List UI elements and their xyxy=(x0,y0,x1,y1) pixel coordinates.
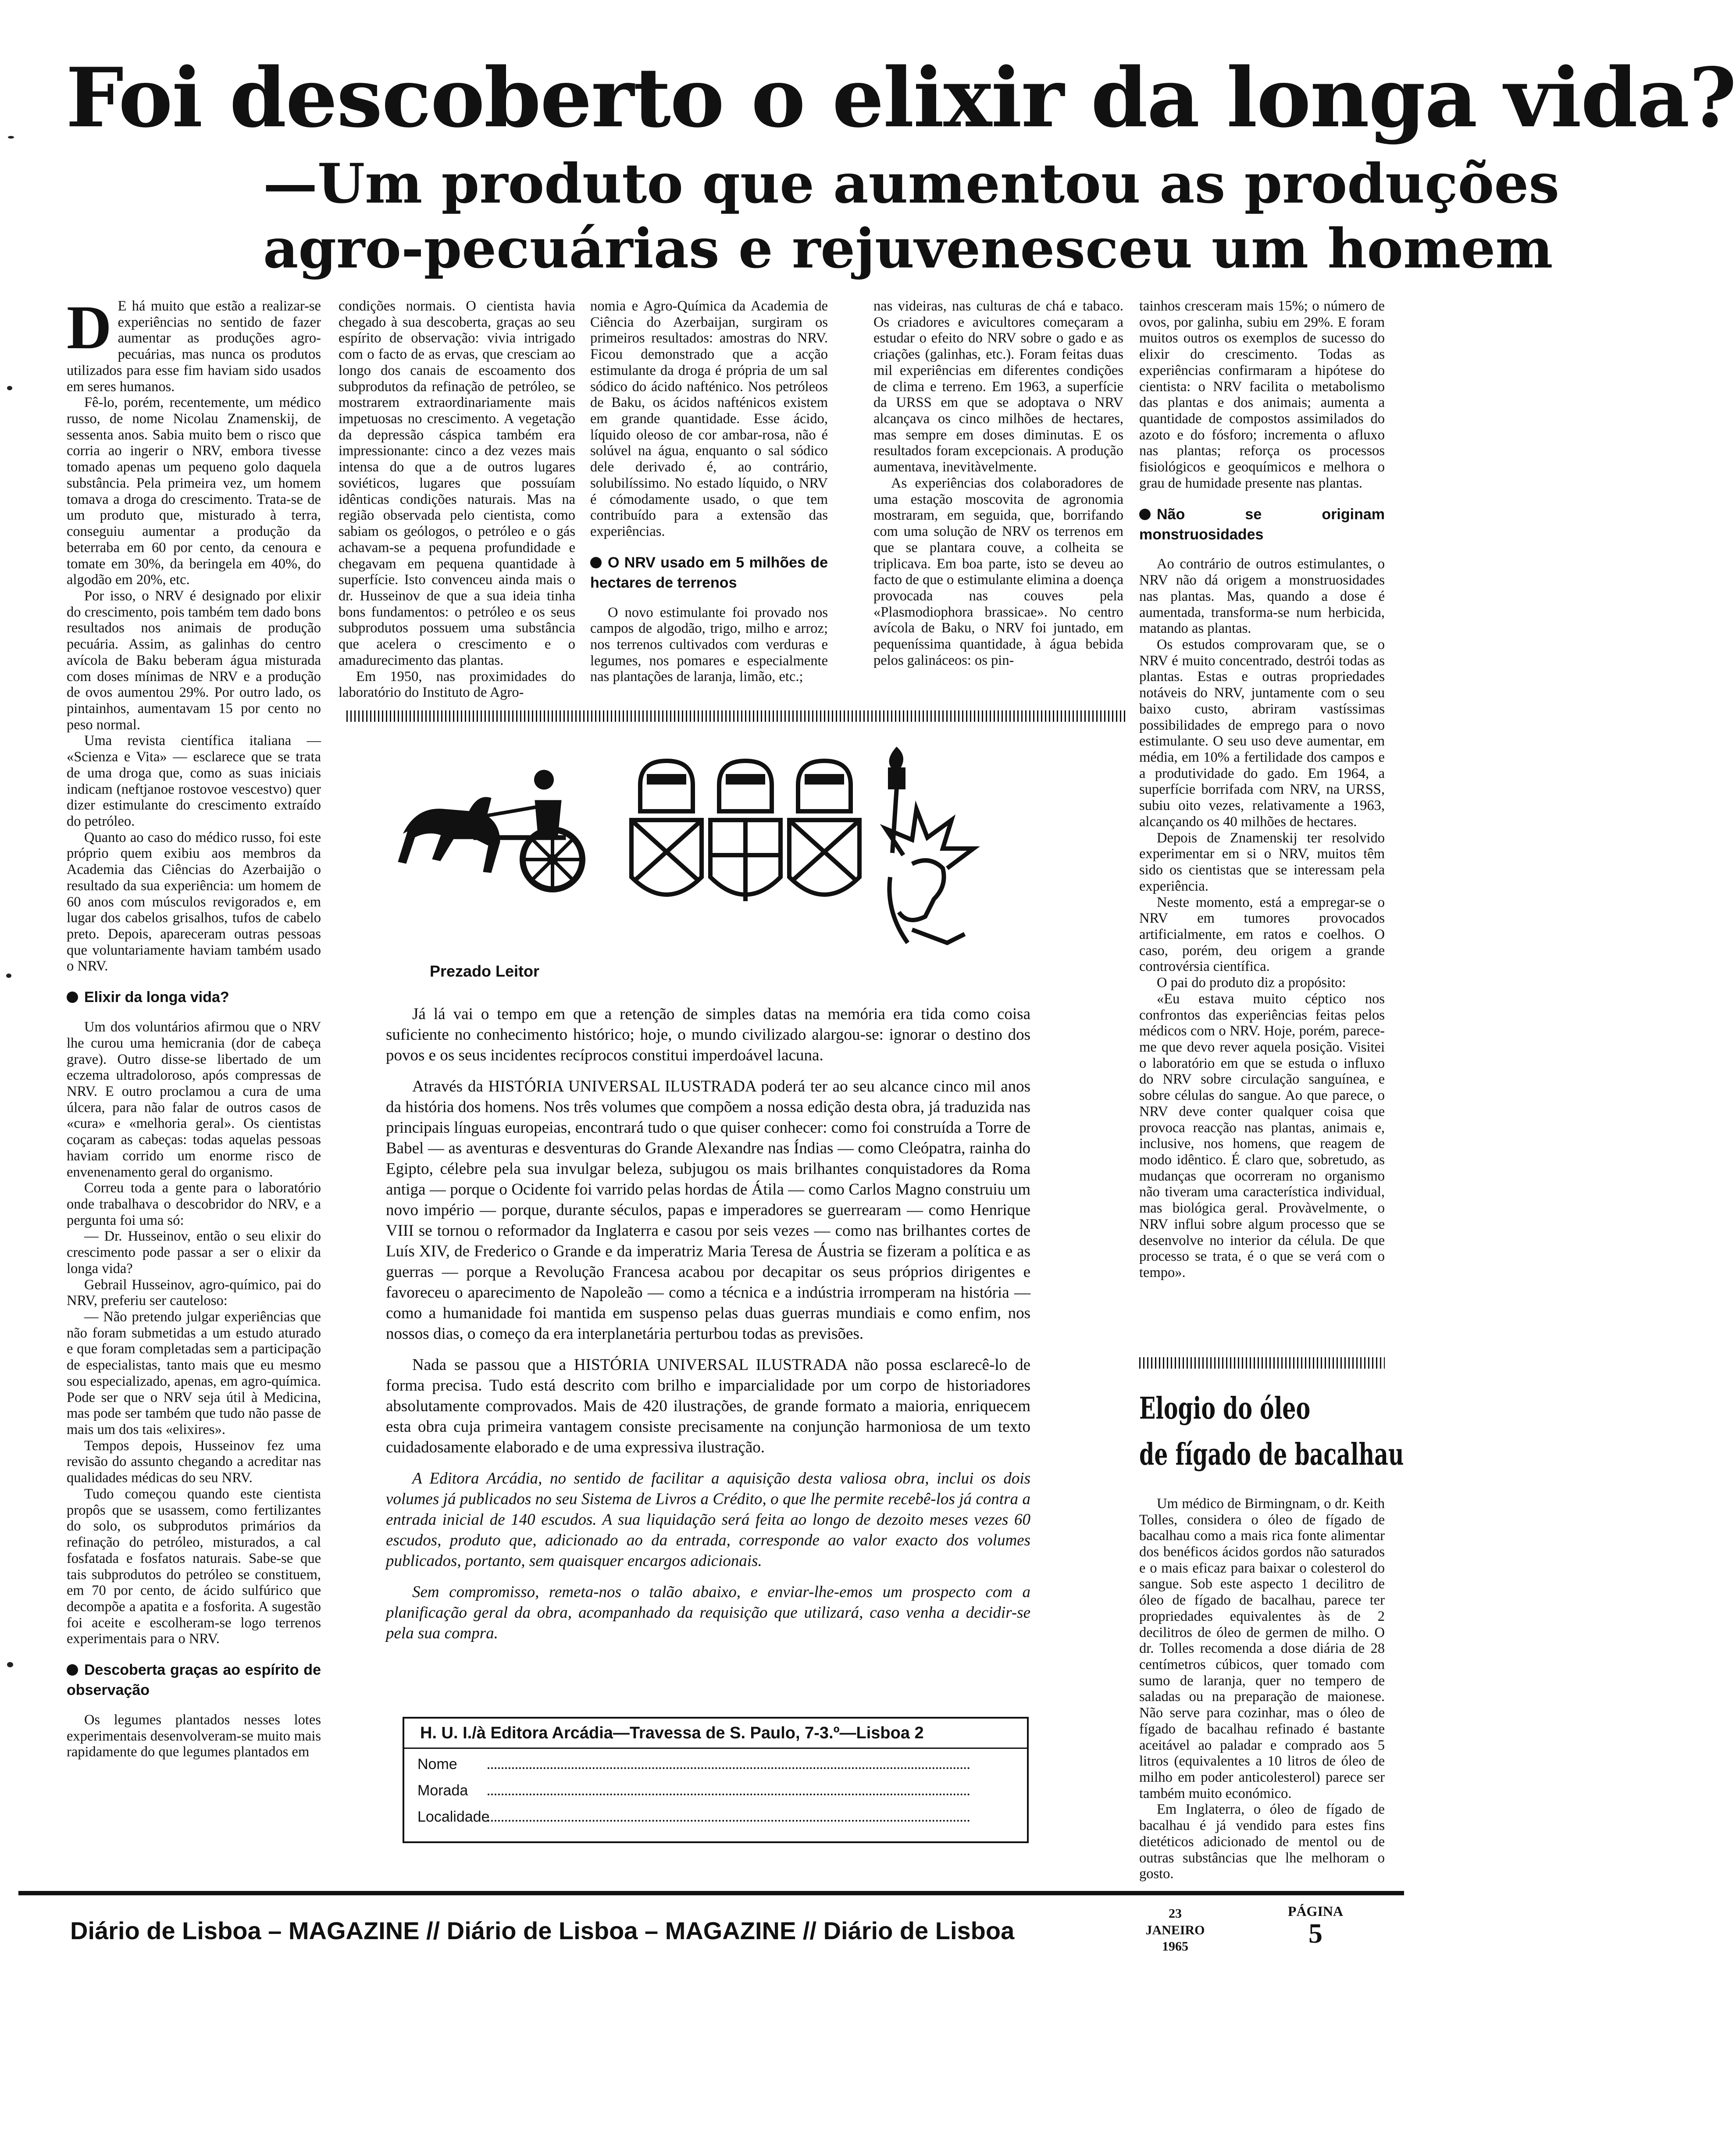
name-field[interactable] xyxy=(404,1749,1027,1775)
knights-icon xyxy=(631,761,859,901)
paragraph: nomia e Agro-Química da Academia de Ciência do Azerbaijan, surgiram os primeiros resultados: amostras do NRV. Ficou demonstrado que a acção estimulante da droga é própria de um sal sódico do ácido nafténico. Nos petróleos de Baku, os ácidos nafténicos existem em grande quantidade. Esse ácido, líquido oleoso de cor ambar-rosa, não é solúvel na água, enquanto o sal sódico dele derivado é, ao contrário, solubilíssimo. No estado líquido, o NRV é cómodamente usado, o que tem contribuído para a extensão das experiências. xyxy=(590,298,828,540)
issue-year: 1965 xyxy=(1162,1939,1188,1954)
bullet-icon xyxy=(67,1664,78,1676)
paragraph: Gebrail Husseinov, agro-químico, pai do NRV, preferiu ser cauteloso: xyxy=(67,1277,321,1309)
article-column-5 xyxy=(1139,298,1385,1348)
section-subhead: O NRV usado em 5 milhões de hectares de terrenos xyxy=(590,554,828,591)
subheadline-line-2: agro-pecuárias e rejuvenesceu um homem xyxy=(263,217,1553,281)
paragraph: Através da HISTÓRIA UNIVERSAL ILUSTRADA poderá ter ao seu alcance cinco mil anos da história dos homens. Nos três volumes que compõem a nossa edição desta obra, já traduzida nas principais línguas europeias, encontrará tudo o que quiser conhecer: como foi construída a Torre de Babel — as aventuras e desventuras do Grande Alexandre nas Índias — como Cleópatra, rainha do Egipto, célebre pela sua invulgar beleza, subjugou os mais brilhantes conquistadores da Roma antiga — porque o Ocidente foi varrido pelas hordas de Átila — como Carlos Magno construiu um novo império — porque, durante séculos, papas e imperadores se guerrearam — como Henrique VIII se tornou o reformador da Inglaterra e casou por seis vezes — como nas brilhantes cortes de Luís XIV, de Frederico o Grande e da imperatriz Maria Teresa de Áustria se fizeram a política e as guerras — porque a Revolução Francesa acabou por decapitar os seus próprios dirigentes e favoreceu o aparecimento de Napoleão — como a técnica e a indústria irromperam na história — como a humanidade foi mantida em suspenso pelas duas guerras mundiais e como enfim, nos nossos dias, o começo da era interplanetária perturbou todas as previsões. xyxy=(386,1077,1030,1343)
article-column-1 xyxy=(67,292,321,1881)
bullet-icon xyxy=(1139,509,1151,520)
ad-illustration xyxy=(386,745,991,956)
paragraph: Quanto ao caso do médico russo, foi este próprio quem exibiu aos membros da Academia das Ciências do Azerbaijão o resultado da sua experiência: um homem de 60 anos com músculos revigorados e, em lugar dos cabelos grisalhos, tufos de cabelo preto. Depois, apareceram outras pessoas que voluntariamente haviam também usado o NRV. xyxy=(67,829,321,974)
ad-salutation: Prezado Leitor xyxy=(430,962,540,980)
hatched-divider xyxy=(1139,1357,1385,1369)
paragraph: Correu toda a gente para o laboratório onde trabalhava o descobridor do NRV, e a pergunta foi uma só: xyxy=(67,1180,321,1228)
paragraph: Nada se passou que a HISTÓRIA UNIVERSAL ILUSTRADA não possa esclarecê-lo de forma precisa. Tudo está descrito com brilho e imparcialidade por um corpo de historiadores absolutamente comprovados. Mais de 420 ilustrações, de grande formato a maioria, enriquecem esta obra cuja primeira vantagem consiste precisamente na conjunção harmoniosa de um texto cuidadosamente elaborado e de uma expressiva ilustração. xyxy=(386,1355,1030,1456)
section-subhead: Elixir da longa vida? xyxy=(67,988,321,1008)
paragraph: D E há muito que estão a realizar-se experiências no sentido de fazer aumentar as produções agro-pecuárias, mas nunca os produtos utilizados para esse fim haviam sido usados em seres humanos. xyxy=(67,292,321,395)
paragraph: Ao contrário de outros estimulantes, o NRV não dá origem a monstruosidades nas plantas. Mas, quando a dose é aumentada, transforma-se num herbicida, matando as plantas. xyxy=(1139,556,1385,637)
page-label: PÁGINA xyxy=(1287,1903,1344,1919)
issue-month: JANEIRO xyxy=(1145,1923,1205,1937)
bullet-icon xyxy=(590,557,602,568)
paragraph: As experiências dos colaboradores de uma estação moscovita de agronomia mostraram, em seguida, que, borrifando com uma solução de NRV os terrenos em que se plantara couve, a colheita se triplicava. Em boa parte, isto se deveu ao facto de que o estimulante elimina a doença provocada nas couves pela «Plasmodiophora brassicae». No centro avícola de Baku, o NRV foi juntado, em pequeníssima quantidade, à água bebida pelos galináceos: os pin- xyxy=(873,475,1123,668)
print-speck xyxy=(6,974,11,978)
elogio-body xyxy=(1139,1495,1385,1882)
issue-day: 23 xyxy=(1169,1906,1182,1921)
print-speck xyxy=(8,136,14,139)
page-number: 5 xyxy=(1308,1918,1322,1949)
article-column-3 xyxy=(590,298,828,699)
statue-of-liberty-icon xyxy=(886,750,973,943)
locality-line[interactable] xyxy=(488,1820,970,1822)
paragraph: «Eu estava muito céptico nos confrontos das experiências feitas pelos médicos com o NRV. Hoje, porém, parece-me que devo rever aquela posição. Visitei o laboratório em que se estuda o influxo do NRV sobre circulação sanguínea, e sobre células do sangue. Ao que parece, o NRV deve conter qualquer coisa que provoca reacção nas plantas, animais e, inclusive, nos homens, que reagem de modo idêntico. É claro que, sobretudo, as mudanças que ocorreram no organismo não tiveram uma característica individual, mas biológica geral. Provàvelmente, o NRV influi sobre algum processo que se desenvolve no interior da célula. De que processo se trata, é o que se verá com o tempo». xyxy=(1139,991,1385,1281)
paragraph: Os estudos comprovaram que, se o NRV é muito concentrado, destrói todas as plantas. Estas e outras propriedades notáveis do NRV, juntamente com o seu baixo custo, abriram vastíssimas possibilidades de emprego para o novo estimulante. O seu uso deve aumentar, em média, em 10% a fertilidade dos campos e a produtividade do gado. Em 1964, a superfície borrifada com NRV, na URSS, subiu oito vezes, relativamente a 1963, alcançando os 40 milhões de hectares. xyxy=(1139,637,1385,830)
address-line[interactable] xyxy=(488,1794,970,1795)
paragraph: condições normais. O cientista havia chegado à sua descoberta, graças ao seu espírito de observação: vivia intrigado com o facto de as ervas, que cresciam ao longo dos canais de escoamento dos subprodutos da refinação de petróleo, se mostrarem extraordinariamente mais impetuosas no crescimento. A vegetação da depressão cáspica também era impressionante: cinco a dez vezes mais intensa do que a de outros lugares soviéticos, lugares que possuíam idênticas condições naturais. Mas na região observada pelo cientista, como sabiam os geólogos, o petróleo e o gás achavam-se a pequena profundidade e chegavam em pequena quantidade à superfície. Isto convenceu ainda mais o dr. Husseinov de que a sua ideia tinha bons fundamentos: o petróleo e os seus subprodutos possuem uma substância que acelera o crescimento e o amadurecimento das plantas. xyxy=(339,298,575,668)
article-column-2 xyxy=(339,298,575,699)
issue-date xyxy=(1144,1905,1206,1955)
address-field[interactable] xyxy=(404,1775,1027,1801)
paragraph: Depois de Znamenskij ter resolvido experimentar em si o NRV, muitos têm sido os cientistas que se interessam pela experiência. xyxy=(1139,830,1385,894)
paragraph: O pai do produto diz a propósito: xyxy=(1157,975,1346,991)
address-label: Morada xyxy=(417,1782,468,1799)
elogio-title-line-2: de fígado de bacalhau xyxy=(1139,1437,1404,1473)
paragraph: — Não pretendo julgar experiências que não foram submetidas a um estudo aturado e que foram completadas sem a participação de especialistas, tanto mais que eu mesmo sou especializado, apenas, em agro-química. Pode ser que o NRV seja útil à Medicina, mas pode ser também que tudo não passe de mais um dos tais «elixires». xyxy=(67,1309,321,1438)
paragraph: nas videiras, nas culturas de chá e tabaco. Os criadores e avicultores começaram a estudar o efeito do NRV sobre o gado e as criações (galinhas, etc.). Foram feitas duas mil experiências em diferentes condições de clima e terreno. Em 1963, a superfície da URSS em que se adoptava o NRV alcançava os cinco milhões de hectares, mas sempre em doses diminutas. E os resultados foram excepcionais. A produção aumentava, inevitàvelmente. xyxy=(873,298,1123,475)
subheadline-line-1: —Um produto que aumentou as produções xyxy=(263,152,1560,216)
page-indicator xyxy=(1272,1903,1359,1948)
paragraph: Um dos voluntários afirmou que o NRV lhe curou uma hemicrania (dor de cabeça grave). Outro disse-se libertado de um eczema ultradoloroso, após compressas de NRV. E outro proclamou a cura de uma úlcera, para não falar de outros casos de «cura» e «melhoria geral». Os cientistas coçaram as cabeças: todas aquelas pessoas haviam corrido um enorme risco de envenenamento geral do organismo. xyxy=(67,1019,321,1180)
chariot-icon xyxy=(398,770,582,889)
name-line[interactable] xyxy=(488,1767,970,1769)
paragraph: Fê-lo, porém, recentemente, um médico russo, de nome Nicolau Znamenskij, de sessenta anos. Sabia muito bem o risco que corria ao ingerir o NRV, embora tivesse tomado apenas um pequeno golo daquela substância. Pela primeira vez, um homem tomava a droga do crescimento. Trata-se de um produto que, misturado à terra, conseguiu aumentar a produção da beterraba em 60 por cento, da cenoura e tomate em 30%, da beringela em 40%, do algodão em 20%, etc. xyxy=(67,395,321,588)
locality-field[interactable] xyxy=(404,1801,1027,1828)
name-label: Nome xyxy=(417,1756,457,1773)
locality-label: Localidade xyxy=(417,1808,490,1825)
paragraph: Neste momento, está a empregar-se o NRV em tumores provocados artificialmente, em ratos e coelhos. O caso, porém, deu origem a grande controvérsia científica. xyxy=(1139,894,1385,975)
print-speck xyxy=(7,386,12,390)
footer-banner: Diário de Lisboa – MAGAZINE // Diário de Lisboa – MAGAZINE // Diário de Lisboa xyxy=(70,1917,1015,1944)
order-coupon[interactable] xyxy=(403,1717,1029,1843)
drop-cap: D xyxy=(67,292,112,362)
paragraph: — Dr. Husseinov, então o seu elixir do crescimento pode passar a ser o elixir da longa vida? xyxy=(67,1228,321,1277)
elogio-article xyxy=(1139,1386,1404,1882)
footer-rule xyxy=(18,1891,1404,1895)
section-subhead: Não se originam monstruosidades xyxy=(1139,506,1385,543)
coupon-header: H. U. I./à Editora Arcádia—Travessa de S. Paulo, 7-3.º—Lisboa 2 xyxy=(404,1719,1027,1749)
paragraph: Uma revista científica italiana — «Scienza e Vita» — esclarece que se trata de uma droga que, como as suas iniciais indicam (neftjanoe rostovoe vescestvo) quer dizer estimulante do crescimento extraído do petróleo. xyxy=(67,733,321,829)
paragraph: Os legumes plantados nesses lotes experimentais desenvolveram-se muito mais rapidamente do que legumes plantados em xyxy=(67,1712,321,1760)
paragraph: Por isso, o NRV é designado por elixir do crescimento, pois também tem dado bons resultados nos animais de produção pecuária. Assim, as galinhas do centro avícola de Baku beberam água misturada com doses mínimas de NRV e a produção de ovos aumentou 29%. Por outro lado, os pintainhos, aumentavam 15 por cento no peso normal. xyxy=(67,588,321,733)
paragraph: Sem compromisso, remeta-nos o talão abaixo, e enviar-lhe-emos um prospecto com a planificação geral da obra, acompanhado da requisição que utilizará, caso venha a decidir-se pela sua compra. xyxy=(386,1583,1030,1642)
paragraph: Tempos depois, Husseinov fez uma revisão do assunto chegando a acreditar nas qualidades médicas do seu NRV. xyxy=(67,1437,321,1486)
print-speck xyxy=(7,1662,13,1667)
section-subhead: Descoberta graças ao espírito de observação xyxy=(67,1662,321,1698)
hatched-divider xyxy=(346,710,1127,722)
paragraph: Já lá vai o tempo em que a retenção de simples datas na memória era tida como coisa suficiente no conhecimento histórico; hoje, o mundo civilizado alargou-se: ignorar o destino dos povos e os seus incidentes recíprocos constitui imperdoável lacuna. xyxy=(386,1005,1030,1064)
article-column-4 xyxy=(873,298,1123,699)
paragraph: O novo estimulante foi provado nos campos de algodão, trigo, milho e arroz; nos terrenos cultivados com verduras e legumes, nos pomares e especialmente nas plantações de laranja, limão, etc.; xyxy=(590,604,828,685)
paragraph: Tudo começou quando este cientista propôs que se usassem, como fertilizantes do solo, os subprodutos primários da refinação do petróleo, misturados, a cal fosfatada e fosfatos naturais. Sabe-se que tais subprodutos do petróleo se constituem, em 70 por cento, de ácido sulfúrico que decompõe a apatita e a fosforita. A sugestão foi aceite e escolheram-se logo terrenos experimentais para o NRV. xyxy=(67,1486,321,1647)
paragraph: Em Inglaterra, o óleo de fígado de bacalhau é já vendido para estes fins dietéticos adicionado de mentol ou de outras substâncias que lhe melhoram o gosto. xyxy=(1139,1801,1385,1882)
paragraph: A Editora Arcádia, no sentido de facilitar a aquisição desta valiosa obra, inclui os dois volumes já publicados no seu Sistema de Livros a Crédito, o que lhe permite recebê-los já contra a entrada inicial de 140 escudos. A sua liquidação será feita ao longo de dezoito meses vezes 60 escudos, produto que, adicionado ao da entrada, corresponde ao valor exacto dos volumes publicados, portanto, sem quaisquer encargos adicionais. xyxy=(386,1469,1030,1570)
bullet-icon xyxy=(67,992,78,1003)
paragraph: Um médico de Birmingnam, o dr. Keith Tolles, considera o óleo de fígado de bacalhau como a mais rica fonte alimentar dos benéficos ácidos gordos não saturados e o mais eficaz para baixar o colesterol do sangue. Sob este aspecto 1 decilitro de óleo de fígado de bacalhau, parece ter propriedades equivalentes às de 2 decilitros de óleo de germen de milho. O dr. Tolles recomenda a dose diária de 28 centímetros cúbicos, quer tomado com sumo de laranja, quer no tempero de saladas ou na preparação de maionese. Não serve para cozinhar, mas o óleo de fígado de bacalhau refinado é bastante aceitável ao paladar e comprado aos 5 litros (equivalentes a 10 litros de óleo de milho em poder anticolesterol) parece ser também muito económico. xyxy=(1139,1495,1385,1801)
elogio-title-line-1: Elogio do óleo xyxy=(1139,1391,1311,1426)
headline: Foi descoberto o elixir da longa vida? xyxy=(66,50,1736,146)
paragraph: Em 1950, nas proximidades do laboratório do Instituto de Agro- xyxy=(339,668,575,701)
ad-body xyxy=(386,1004,1030,1710)
paragraph: tainhos cresceram mais 15%; o número de ovos, por galinha, subiu em 29%. E foram muitos outros os exemplos de sucesso do elixir do crescimento. Todas as experiências confirmaram a hipótese do cientista: o NRV facilita o metabolismo das plantas e dos animais; aumenta a quantidade de compostos assimilados do azoto e do fósforo; incrementa o afluxo nas plantas; reforça os processos fisiológicos e geoquímicos e melhora o grau de humidade presente nas plantas. xyxy=(1139,298,1385,491)
